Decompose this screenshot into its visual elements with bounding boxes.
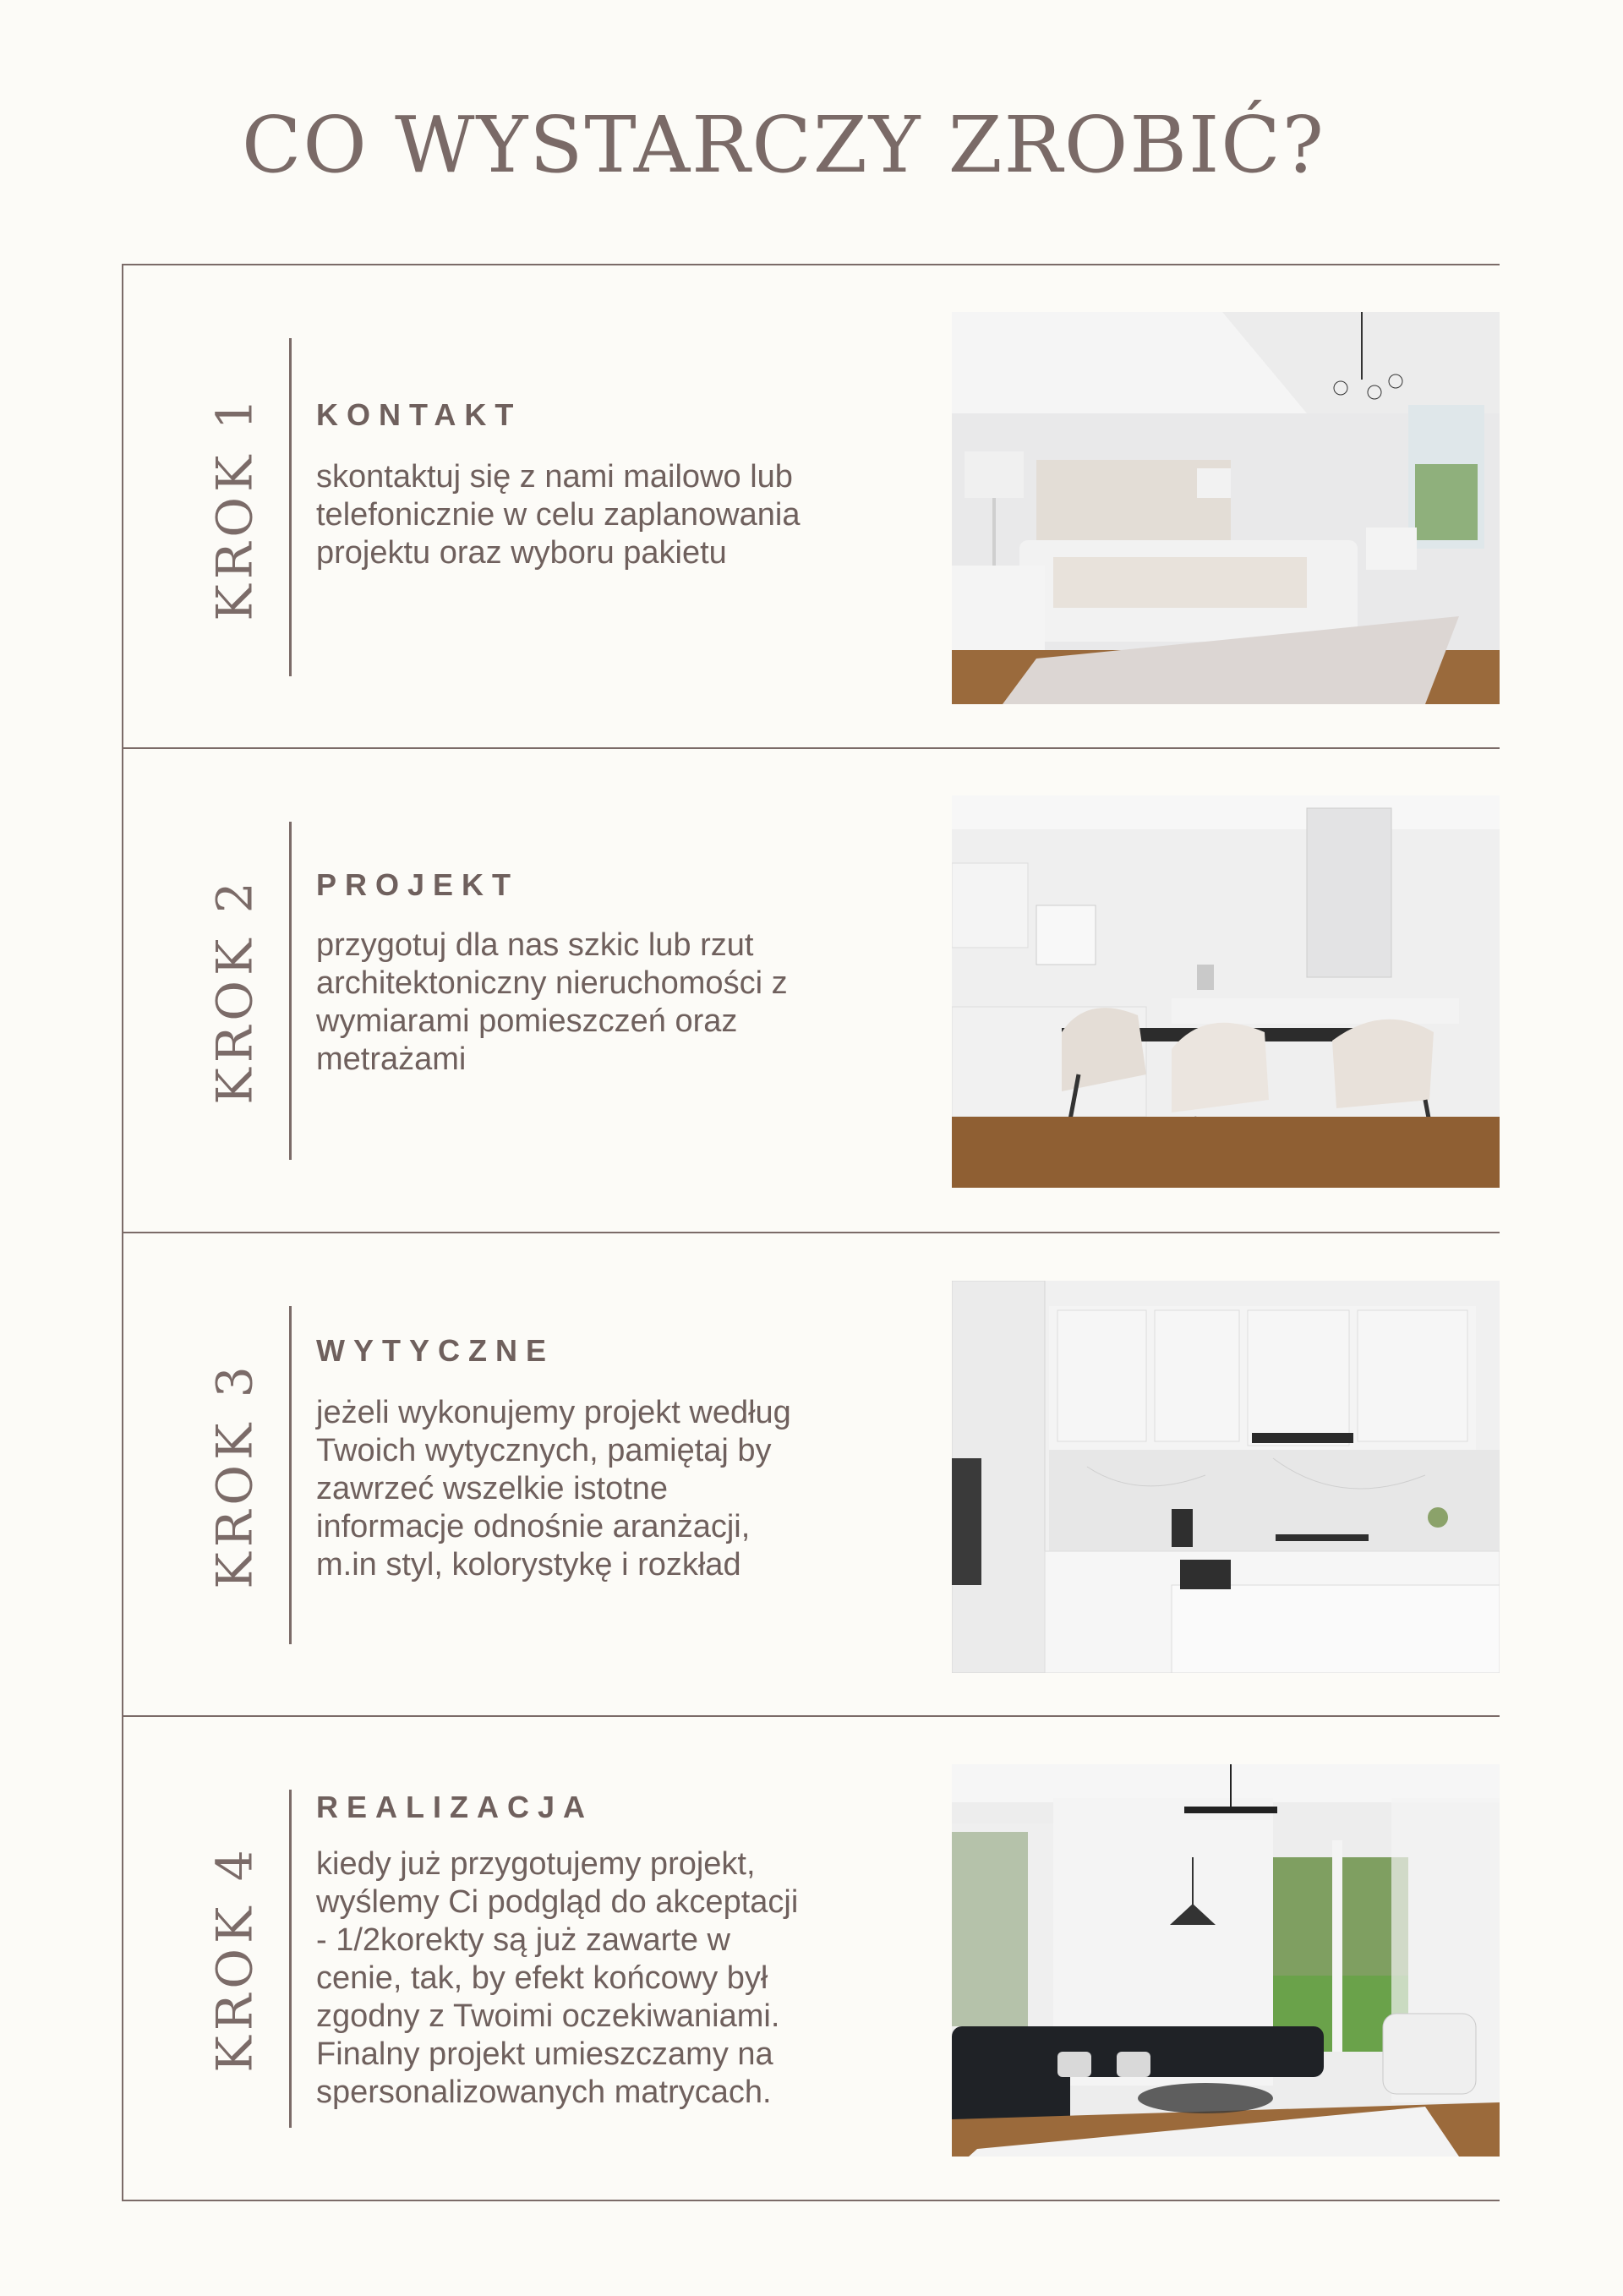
- step-heading: REALIZACJA: [316, 1790, 594, 1824]
- step-number: KROK 1: [206, 393, 264, 621]
- step-description: kiedy już przygotujemy projekt, wyślemy Ci podgląd do akceptacji - 1/2korekty są już zawarte w cenie, tak, by efekt końcowy był zgodny z Twoimi oczekiwaniami. Finalny projekt umieszczamy na spersonalizowanych matrycach.: [316, 1846, 799, 2110]
- step-description: jeżeli wykonujemy projekt według Twoich wytycznych, pamiętaj by zawrzeć wszelkie istotne informacje odnośnie aranżacji, m.in styl, kolorystykę i rozkład: [316, 1395, 791, 1583]
- page-title: CO WYSTARCZY ZROBIĆ?: [242, 100, 1325, 190]
- kitchen-photo: [952, 1281, 1500, 1673]
- step-heading: KONTAKT: [316, 397, 522, 432]
- step-4: [123, 1717, 1500, 2200]
- step-1: [123, 265, 1500, 749]
- living-room-photo: [952, 1764, 1500, 2157]
- step-2: [123, 749, 1500, 1233]
- step-heading: PROJEKT: [316, 867, 520, 902]
- step-3: [123, 1233, 1500, 1717]
- step-heading: WYTYCZNE: [316, 1333, 555, 1368]
- dining-room-photo: [952, 795, 1500, 1188]
- step-accent-bar: [289, 1790, 292, 2128]
- step-description: przygotuj dla nas szkic lub rzut architektoniczny nieruchomości z wymiarami pomieszczeń oraz metrażami: [316, 927, 788, 1077]
- step-description: skontaktuj się z nami mailowo lub telefonicznie w celu zaplanowania projektu oraz wyboru pakietu: [316, 459, 801, 571]
- step-number: KROK 4: [206, 1845, 264, 2073]
- step-accent-bar: [289, 338, 292, 676]
- step-number: KROK 2: [206, 877, 264, 1105]
- step-accent-bar: [289, 1306, 292, 1644]
- step-accent-bar: [289, 822, 292, 1160]
- step-number: KROK 3: [206, 1361, 264, 1589]
- bedroom-photo: [952, 312, 1500, 704]
